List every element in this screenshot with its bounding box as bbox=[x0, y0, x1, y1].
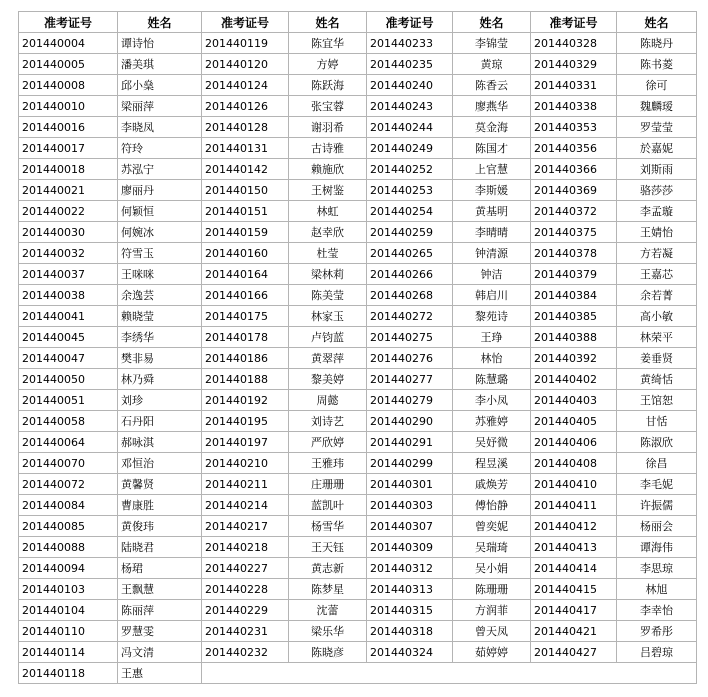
exam-id-cell: 201440290 bbox=[367, 411, 453, 432]
table-row bbox=[19, 516, 697, 537]
student-name-cell: 吴妤微 bbox=[453, 432, 531, 453]
student-name-cell: 徐昌 bbox=[617, 453, 697, 474]
table-row bbox=[19, 159, 697, 180]
student-name-cell: 沈蕾 bbox=[289, 600, 367, 621]
exam-id-cell: 201440018 bbox=[19, 159, 118, 180]
table-row bbox=[19, 495, 697, 516]
student-name-cell: 罗慧雯 bbox=[118, 621, 202, 642]
student-name-cell: 王飘慧 bbox=[118, 579, 202, 600]
student-name-cell: 梁丽萍 bbox=[118, 96, 202, 117]
exam-id-cell: 201440240 bbox=[367, 75, 453, 96]
student-name-cell: 王婧怡 bbox=[617, 222, 697, 243]
exam-id-cell: 201440272 bbox=[367, 306, 453, 327]
exam-id-cell: 201440214 bbox=[202, 495, 289, 516]
table-row bbox=[19, 663, 697, 684]
student-name-cell: 上官慧 bbox=[453, 159, 531, 180]
student-name-cell: 黄志新 bbox=[289, 558, 367, 579]
exam-id-cell: 201440232 bbox=[202, 642, 289, 663]
header-name: 姓名 bbox=[453, 12, 531, 33]
exam-id-cell: 201440254 bbox=[367, 201, 453, 222]
student-name-cell: 陈丽萍 bbox=[118, 600, 202, 621]
header-exam-id: 准考证号 bbox=[19, 12, 118, 33]
table-row bbox=[19, 390, 697, 411]
student-name-cell: 王琤 bbox=[453, 327, 531, 348]
exam-id-cell: 201440307 bbox=[367, 516, 453, 537]
table-body bbox=[19, 33, 697, 684]
student-name-cell: 陈晓彦 bbox=[289, 642, 367, 663]
student-name-cell: 梁乐华 bbox=[289, 621, 367, 642]
exam-id-cell: 201440372 bbox=[531, 201, 617, 222]
exam-id-cell: 201440301 bbox=[367, 474, 453, 495]
student-name-cell: 姜垂贤 bbox=[617, 348, 697, 369]
header-name: 姓名 bbox=[289, 12, 367, 33]
table-row bbox=[19, 33, 697, 54]
exam-id-cell: 201440166 bbox=[202, 285, 289, 306]
exam-id-cell: 201440309 bbox=[367, 537, 453, 558]
exam-id-cell: 201440032 bbox=[19, 243, 118, 264]
exam-id-cell: 201440324 bbox=[367, 642, 453, 663]
table-row bbox=[19, 558, 697, 579]
exam-id-cell: 201440142 bbox=[202, 159, 289, 180]
exam-id-cell: 201440210 bbox=[202, 453, 289, 474]
exam-id-cell: 201440164 bbox=[202, 264, 289, 285]
table-row bbox=[19, 75, 697, 96]
student-name-cell: 许振儒 bbox=[617, 495, 697, 516]
student-name-cell: 陈慧璐 bbox=[453, 369, 531, 390]
student-name-cell: 杨珺 bbox=[118, 558, 202, 579]
student-name-cell: 王咪咪 bbox=[118, 264, 202, 285]
exam-id-cell: 201440085 bbox=[19, 516, 118, 537]
student-name-cell: 曾天凤 bbox=[453, 621, 531, 642]
student-name-cell: 陈珊珊 bbox=[453, 579, 531, 600]
student-name-cell: 甘恬 bbox=[617, 411, 697, 432]
student-name-cell: 蓝凯叶 bbox=[289, 495, 367, 516]
exam-id-cell: 201440211 bbox=[202, 474, 289, 495]
exam-id-cell: 201440126 bbox=[202, 96, 289, 117]
exam-id-cell: 201440415 bbox=[531, 579, 617, 600]
student-name-cell: 吕碧琼 bbox=[617, 642, 697, 663]
student-name-cell: 李小凤 bbox=[453, 390, 531, 411]
exam-id-cell: 201440041 bbox=[19, 306, 118, 327]
exam-id-cell: 201440010 bbox=[19, 96, 118, 117]
student-name-cell: 曾奕妮 bbox=[453, 516, 531, 537]
exam-id-cell: 201440124 bbox=[202, 75, 289, 96]
student-name-cell: 刘诗艺 bbox=[289, 411, 367, 432]
student-name-cell: 於嘉妮 bbox=[617, 138, 697, 159]
student-name-cell: 林旭 bbox=[617, 579, 697, 600]
student-name-cell: 陈淑欣 bbox=[617, 432, 697, 453]
table-row bbox=[19, 201, 697, 222]
student-name-cell: 魏麟瑷 bbox=[617, 96, 697, 117]
student-name-cell: 赵幸欣 bbox=[289, 222, 367, 243]
student-name-cell: 陈国才 bbox=[453, 138, 531, 159]
student-name-cell: 何颖恒 bbox=[118, 201, 202, 222]
student-name-cell: 邱小燊 bbox=[118, 75, 202, 96]
student-name-cell: 黄基明 bbox=[453, 201, 531, 222]
exam-id-cell: 201440331 bbox=[531, 75, 617, 96]
exam-id-cell: 201440037 bbox=[19, 264, 118, 285]
student-name-cell: 王惠 bbox=[118, 663, 202, 684]
student-name-cell: 李晓凤 bbox=[118, 117, 202, 138]
student-name-cell: 庄珊珊 bbox=[289, 474, 367, 495]
exam-id-cell: 201440188 bbox=[202, 369, 289, 390]
exam-id-cell: 201440313 bbox=[367, 579, 453, 600]
student-name-cell: 吴小娟 bbox=[453, 558, 531, 579]
exam-id-cell: 201440114 bbox=[19, 642, 118, 663]
table-row bbox=[19, 327, 697, 348]
student-name-cell: 符雪玉 bbox=[118, 243, 202, 264]
table-row bbox=[19, 348, 697, 369]
student-name-cell: 黎苑诗 bbox=[453, 306, 531, 327]
table-row bbox=[19, 54, 697, 75]
table-row bbox=[19, 579, 697, 600]
exam-id-cell: 201440159 bbox=[202, 222, 289, 243]
exam-id-cell: 201440175 bbox=[202, 306, 289, 327]
exam-number-table bbox=[18, 11, 697, 684]
exam-id-cell: 201440120 bbox=[202, 54, 289, 75]
exam-id-cell: 201440110 bbox=[19, 621, 118, 642]
exam-id-cell: 201440417 bbox=[531, 600, 617, 621]
student-name-cell: 余若菁 bbox=[617, 285, 697, 306]
exam-id-cell: 201440405 bbox=[531, 411, 617, 432]
table-row bbox=[19, 96, 697, 117]
exam-id-cell: 201440414 bbox=[531, 558, 617, 579]
student-name-cell: 潘美琪 bbox=[118, 54, 202, 75]
table-row bbox=[19, 642, 697, 663]
student-name-cell: 李孟璇 bbox=[617, 201, 697, 222]
exam-id-cell: 201440328 bbox=[531, 33, 617, 54]
table-row bbox=[19, 537, 697, 558]
exam-id-cell: 201440231 bbox=[202, 621, 289, 642]
student-name-cell: 王嘉芯 bbox=[617, 264, 697, 285]
exam-id-cell: 201440228 bbox=[202, 579, 289, 600]
student-name-cell: 方婷 bbox=[289, 54, 367, 75]
student-name-cell: 谭诗怡 bbox=[118, 33, 202, 54]
exam-id-cell: 201440192 bbox=[202, 390, 289, 411]
exam-id-cell: 201440197 bbox=[202, 432, 289, 453]
student-name-cell: 樊非易 bbox=[118, 348, 202, 369]
student-name-cell: 谭海伟 bbox=[617, 537, 697, 558]
table-row bbox=[19, 621, 697, 642]
exam-id-cell: 201440375 bbox=[531, 222, 617, 243]
exam-id-cell: 201440353 bbox=[531, 117, 617, 138]
student-name-cell: 杨丽会 bbox=[617, 516, 697, 537]
exam-id-cell: 201440379 bbox=[531, 264, 617, 285]
student-name-cell: 张宝蓉 bbox=[289, 96, 367, 117]
exam-id-cell: 201440030 bbox=[19, 222, 118, 243]
exam-id-cell: 201440291 bbox=[367, 432, 453, 453]
student-name-cell: 钟清源 bbox=[453, 243, 531, 264]
student-name-cell: 陆晓君 bbox=[118, 537, 202, 558]
student-name-cell: 陈宜华 bbox=[289, 33, 367, 54]
student-name-cell: 王馆恕 bbox=[617, 390, 697, 411]
student-name-cell: 廖燕华 bbox=[453, 96, 531, 117]
exam-id-cell: 201440235 bbox=[367, 54, 453, 75]
exam-id-cell: 201440150 bbox=[202, 180, 289, 201]
exam-id-cell: 201440217 bbox=[202, 516, 289, 537]
header-exam-id: 准考证号 bbox=[367, 12, 453, 33]
student-name-cell: 黄俊玮 bbox=[118, 516, 202, 537]
empty-cell bbox=[202, 663, 697, 684]
exam-id-cell: 201440094 bbox=[19, 558, 118, 579]
student-name-cell: 邓恒治 bbox=[118, 453, 202, 474]
exam-id-cell: 201440413 bbox=[531, 537, 617, 558]
student-name-cell: 郝咏淇 bbox=[118, 432, 202, 453]
exam-id-cell: 201440227 bbox=[202, 558, 289, 579]
exam-id-cell: 201440084 bbox=[19, 495, 118, 516]
student-name-cell: 黎美婷 bbox=[289, 369, 367, 390]
header-exam-id: 准考证号 bbox=[202, 12, 289, 33]
table-row bbox=[19, 369, 697, 390]
student-name-cell: 曹康胜 bbox=[118, 495, 202, 516]
student-name-cell: 陈晓丹 bbox=[617, 33, 697, 54]
exam-id-cell: 201440403 bbox=[531, 390, 617, 411]
student-name-cell: 王雅玮 bbox=[289, 453, 367, 474]
student-name-cell: 莫金海 bbox=[453, 117, 531, 138]
exam-id-cell: 201440406 bbox=[531, 432, 617, 453]
exam-id-cell: 201440266 bbox=[367, 264, 453, 285]
student-name-cell: 罗莹莹 bbox=[617, 117, 697, 138]
exam-id-cell: 201440411 bbox=[531, 495, 617, 516]
student-name-cell: 黄琼 bbox=[453, 54, 531, 75]
student-name-cell: 方润菲 bbox=[453, 600, 531, 621]
student-name-cell: 黄绮恬 bbox=[617, 369, 697, 390]
student-name-cell: 王树鉴 bbox=[289, 180, 367, 201]
student-name-cell: 赖施欣 bbox=[289, 159, 367, 180]
student-name-cell: 石丹阳 bbox=[118, 411, 202, 432]
student-name-cell: 徐可 bbox=[617, 75, 697, 96]
table-row bbox=[19, 432, 697, 453]
exam-id-cell: 201440186 bbox=[202, 348, 289, 369]
exam-id-cell: 201440103 bbox=[19, 579, 118, 600]
exam-id-cell: 201440118 bbox=[19, 663, 118, 684]
exam-id-cell: 201440277 bbox=[367, 369, 453, 390]
exam-id-cell: 201440385 bbox=[531, 306, 617, 327]
exam-id-cell: 201440070 bbox=[19, 453, 118, 474]
exam-id-cell: 201440050 bbox=[19, 369, 118, 390]
student-name-cell: 林乃舜 bbox=[118, 369, 202, 390]
exam-id-cell: 201440195 bbox=[202, 411, 289, 432]
student-name-cell: 林家玉 bbox=[289, 306, 367, 327]
student-name-cell: 陈美莹 bbox=[289, 285, 367, 306]
exam-id-cell: 201440392 bbox=[531, 348, 617, 369]
exam-id-cell: 201440022 bbox=[19, 201, 118, 222]
exam-id-cell: 201440151 bbox=[202, 201, 289, 222]
header-name: 姓名 bbox=[617, 12, 697, 33]
exam-id-cell: 201440253 bbox=[367, 180, 453, 201]
exam-id-cell: 201440104 bbox=[19, 600, 118, 621]
exam-id-cell: 201440016 bbox=[19, 117, 118, 138]
exam-id-cell: 201440218 bbox=[202, 537, 289, 558]
exam-id-cell: 201440128 bbox=[202, 117, 289, 138]
student-name-cell: 杜莹 bbox=[289, 243, 367, 264]
student-name-cell: 冯文清 bbox=[118, 642, 202, 663]
student-name-cell: 李幸怡 bbox=[617, 600, 697, 621]
table-row bbox=[19, 138, 697, 159]
exam-id-cell: 201440408 bbox=[531, 453, 617, 474]
student-name-cell: 卢钧蓝 bbox=[289, 327, 367, 348]
exam-id-cell: 201440047 bbox=[19, 348, 118, 369]
exam-id-cell: 201440038 bbox=[19, 285, 118, 306]
table-row bbox=[19, 306, 697, 327]
exam-id-cell: 201440045 bbox=[19, 327, 118, 348]
student-name-cell: 韩启川 bbox=[453, 285, 531, 306]
exam-id-cell: 201440051 bbox=[19, 390, 118, 411]
exam-id-cell: 201440160 bbox=[202, 243, 289, 264]
table-row bbox=[19, 180, 697, 201]
student-name-cell: 苏雅婷 bbox=[453, 411, 531, 432]
exam-id-cell: 201440356 bbox=[531, 138, 617, 159]
exam-id-cell: 201440410 bbox=[531, 474, 617, 495]
exam-id-cell: 201440384 bbox=[531, 285, 617, 306]
exam-id-cell: 201440005 bbox=[19, 54, 118, 75]
header-exam-id: 准考证号 bbox=[531, 12, 617, 33]
student-name-cell: 苏泓宁 bbox=[118, 159, 202, 180]
exam-id-cell: 201440299 bbox=[367, 453, 453, 474]
exam-id-cell: 201440412 bbox=[531, 516, 617, 537]
exam-id-cell: 201440369 bbox=[531, 180, 617, 201]
student-name-cell: 黄翠萍 bbox=[289, 348, 367, 369]
student-name-cell: 刘珍 bbox=[118, 390, 202, 411]
student-name-cell: 谢羽希 bbox=[289, 117, 367, 138]
table-row bbox=[19, 243, 697, 264]
exam-id-cell: 201440233 bbox=[367, 33, 453, 54]
table-row bbox=[19, 453, 697, 474]
student-name-cell: 黄馨贤 bbox=[118, 474, 202, 495]
exam-id-cell: 201440131 bbox=[202, 138, 289, 159]
student-name-cell: 林怡 bbox=[453, 348, 531, 369]
exam-id-cell: 201440178 bbox=[202, 327, 289, 348]
student-name-cell: 陈书菱 bbox=[617, 54, 697, 75]
exam-id-cell: 201440279 bbox=[367, 390, 453, 411]
student-name-cell: 符玲 bbox=[118, 138, 202, 159]
student-name-cell: 骆莎莎 bbox=[617, 180, 697, 201]
exam-id-cell: 201440268 bbox=[367, 285, 453, 306]
exam-id-cell: 201440275 bbox=[367, 327, 453, 348]
exam-id-cell: 201440366 bbox=[531, 159, 617, 180]
table-row bbox=[19, 600, 697, 621]
table-row bbox=[19, 264, 697, 285]
exam-id-cell: 201440119 bbox=[202, 33, 289, 54]
table-row bbox=[19, 117, 697, 138]
exam-id-cell: 201440259 bbox=[367, 222, 453, 243]
exam-id-cell: 201440249 bbox=[367, 138, 453, 159]
exam-id-cell: 201440058 bbox=[19, 411, 118, 432]
header-name: 姓名 bbox=[118, 12, 202, 33]
exam-id-cell: 201440064 bbox=[19, 432, 118, 453]
table-row bbox=[19, 285, 697, 306]
student-name-cell: 梁林莉 bbox=[289, 264, 367, 285]
exam-id-cell: 201440402 bbox=[531, 369, 617, 390]
table-row bbox=[19, 474, 697, 495]
student-name-cell: 钟洁 bbox=[453, 264, 531, 285]
student-name-cell: 李思琼 bbox=[617, 558, 697, 579]
exam-id-cell: 201440312 bbox=[367, 558, 453, 579]
exam-id-cell: 201440021 bbox=[19, 180, 118, 201]
student-name-cell: 林虹 bbox=[289, 201, 367, 222]
exam-id-cell: 201440243 bbox=[367, 96, 453, 117]
table-row bbox=[19, 222, 697, 243]
student-name-cell: 罗希彤 bbox=[617, 621, 697, 642]
student-name-cell: 方若凝 bbox=[617, 243, 697, 264]
student-name-cell: 陈梦星 bbox=[289, 579, 367, 600]
student-name-cell: 严欣婷 bbox=[289, 432, 367, 453]
exam-id-cell: 201440315 bbox=[367, 600, 453, 621]
exam-id-cell: 201440252 bbox=[367, 159, 453, 180]
student-name-cell: 吴瑞琦 bbox=[453, 537, 531, 558]
student-name-cell: 傅怡静 bbox=[453, 495, 531, 516]
exam-id-cell: 201440338 bbox=[531, 96, 617, 117]
student-name-cell: 高小敏 bbox=[617, 306, 697, 327]
header-row bbox=[19, 12, 697, 33]
student-name-cell: 陈香云 bbox=[453, 75, 531, 96]
exam-id-cell: 201440329 bbox=[531, 54, 617, 75]
exam-id-cell: 201440318 bbox=[367, 621, 453, 642]
student-name-cell: 周懿 bbox=[289, 390, 367, 411]
exam-id-cell: 201440388 bbox=[531, 327, 617, 348]
student-name-cell: 古诗雅 bbox=[289, 138, 367, 159]
student-name-cell: 何婉冰 bbox=[118, 222, 202, 243]
student-name-cell: 杨雪华 bbox=[289, 516, 367, 537]
student-name-cell: 李毛妮 bbox=[617, 474, 697, 495]
exam-id-cell: 201440072 bbox=[19, 474, 118, 495]
student-name-cell: 廖丽丹 bbox=[118, 180, 202, 201]
student-name-cell: 李晴晴 bbox=[453, 222, 531, 243]
exam-id-cell: 201440008 bbox=[19, 75, 118, 96]
exam-id-cell: 201440427 bbox=[531, 642, 617, 663]
student-name-cell: 刘斯雨 bbox=[617, 159, 697, 180]
exam-id-cell: 201440004 bbox=[19, 33, 118, 54]
student-name-cell: 茹婷婷 bbox=[453, 642, 531, 663]
student-name-cell: 赖晓莹 bbox=[118, 306, 202, 327]
student-name-cell: 李斯媛 bbox=[453, 180, 531, 201]
student-name-cell: 陈跃海 bbox=[289, 75, 367, 96]
table-row bbox=[19, 411, 697, 432]
student-name-cell: 余逸芸 bbox=[118, 285, 202, 306]
student-name-cell: 戚焕芳 bbox=[453, 474, 531, 495]
exam-id-cell: 201440244 bbox=[367, 117, 453, 138]
exam-id-cell: 201440017 bbox=[19, 138, 118, 159]
exam-id-cell: 201440088 bbox=[19, 537, 118, 558]
exam-id-cell: 201440303 bbox=[367, 495, 453, 516]
exam-id-cell: 201440421 bbox=[531, 621, 617, 642]
student-name-cell: 李绣华 bbox=[118, 327, 202, 348]
student-name-cell: 林荣平 bbox=[617, 327, 697, 348]
exam-id-cell: 201440265 bbox=[367, 243, 453, 264]
student-name-cell: 李锦莹 bbox=[453, 33, 531, 54]
student-name-cell: 程昱溪 bbox=[453, 453, 531, 474]
student-name-cell: 王天钰 bbox=[289, 537, 367, 558]
exam-id-cell: 201440378 bbox=[531, 243, 617, 264]
exam-id-cell: 201440229 bbox=[202, 600, 289, 621]
exam-id-cell: 201440276 bbox=[367, 348, 453, 369]
